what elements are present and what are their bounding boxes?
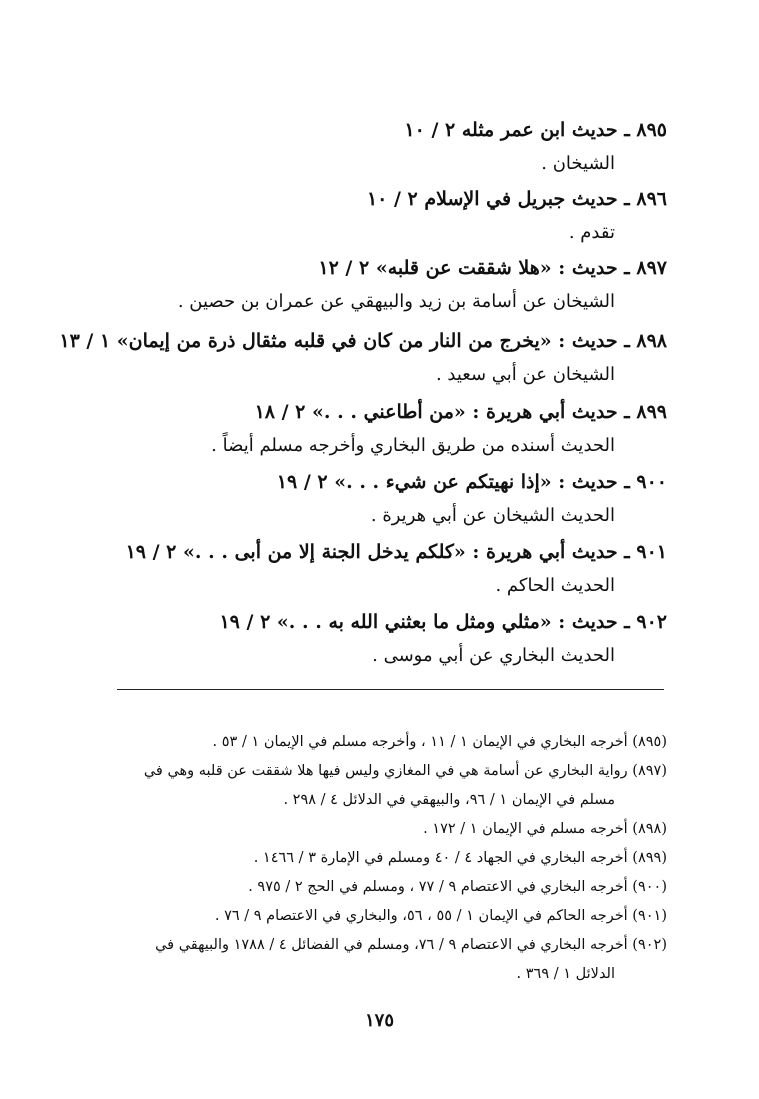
footnotes xyxy=(60,728,667,989)
footnote-900: (٩٠٠) أخرجه البخاري في الاعتصام ٩ / ٧٧ ، ومسلم في الحج ٢ / ٩٧٥ . xyxy=(248,879,667,895)
footnote-897-continued: مسلم في الإيمان ١ / ٩٦، والبيهقي في الدلائل ٤ / ٢٩٨ . xyxy=(283,792,615,808)
entry-900 xyxy=(277,466,667,534)
entry-source: الحديث الحاكم . xyxy=(495,575,615,596)
footnote-897: (٨٩٧) رواية البخاري عن أسامة هي في المغازي وليس فيها هلا شققت عن قلبه وهي في xyxy=(143,763,667,779)
entry-896 xyxy=(367,183,667,251)
entry-source: الشيخان عن أبي سعيد . xyxy=(435,364,615,385)
footnote-898: (٨٩٨) أخرجه مسلم في الإيمان ١ / ١٧٢ . xyxy=(423,821,667,837)
entry-heading: ٩٠٠ ـ حديث : «إذا نهيتكم عن شيء . . .» ٢ / ١٩ xyxy=(276,471,667,493)
entry-heading: ٨٩٨ ـ حديث : «يخرج من النار من كان في قلبه مثقال ذرة من إيمان» ١ / ١٣ xyxy=(59,330,667,352)
entry-heading: ٨٩٥ ـ حديث ابن عمر مثله ٢ / ١٠ xyxy=(404,119,667,141)
entry-heading: ٨٩٩ ـ حديث أبي هريرة : «من أطاعني . . .» ٢ / ١٨ xyxy=(254,401,667,423)
entry-898 xyxy=(59,325,667,393)
footnote-902-continued: الدلائل ١ / ٣٦٩ . xyxy=(516,966,615,982)
entry-heading: ٨٩٧ ـ حديث : «هلا شققت عن قلبه» ٢ / ١٢ xyxy=(318,257,667,279)
entry-source: تقدم . xyxy=(568,222,615,243)
entry-897 xyxy=(178,252,667,320)
entry-source: الشيخان عن أسامة بن زيد والبيهقي عن عمران بن حصين . xyxy=(177,291,615,312)
footnote-divider xyxy=(117,689,664,690)
entry-source: الشيخان . xyxy=(541,153,615,174)
entry-source: الحديث الشيخان عن أبي هريرة . xyxy=(370,505,615,526)
footnote-895: (٨٩٥) أخرجه البخاري في الإيمان ١ / ١١ ، وأخرجه مسلم في الإيمان ١ / ٥٣ . xyxy=(212,734,667,750)
footnote-901: (٩٠١) أخرجه الحاكم في الإيمان ١ / ٥٥ ، ٥٦، والبخاري في الاعتصام ٩ / ٧٦ . xyxy=(214,908,667,924)
entry-heading: ٨٩٦ ـ حديث جبريل في الإسلام ٢ / ١٠ xyxy=(366,188,667,210)
entry-895 xyxy=(404,114,667,182)
entry-heading: ٩٠١ ـ حديث أبي هريرة : «كلكم يدخل الجنة إلا من أبى . . .» ٢ / ١٩ xyxy=(125,541,667,563)
entry-heading: ٩٠٢ ـ حديث : «مثلي ومثل ما بعثني الله به . . .» ٢ / ١٩ xyxy=(219,611,667,633)
footnote-902: (٩٠٢) أخرجه البخاري في الاعتصام ٩ / ٧٦، ومسلم في الفضائل ٤ / ١٧٨٨ والبيهقي في xyxy=(155,937,667,953)
footnote-899: (٨٩٩) أخرجه البخاري في الجهاد ٤ / ٤٠ ومسلم في الإمارة ٣ / ١٤٦٦ . xyxy=(253,850,667,866)
entry-902 xyxy=(219,606,667,674)
entry-source: الحديث البخاري عن أبي موسى . xyxy=(372,645,615,666)
entry-901 xyxy=(126,536,667,604)
entry-source: الحديث أسنده من طريق البخاري وأخرجه مسلم أيضاً . xyxy=(211,435,615,456)
entry-899 xyxy=(211,396,667,464)
page-number: ١٧٥ xyxy=(364,1010,394,1031)
